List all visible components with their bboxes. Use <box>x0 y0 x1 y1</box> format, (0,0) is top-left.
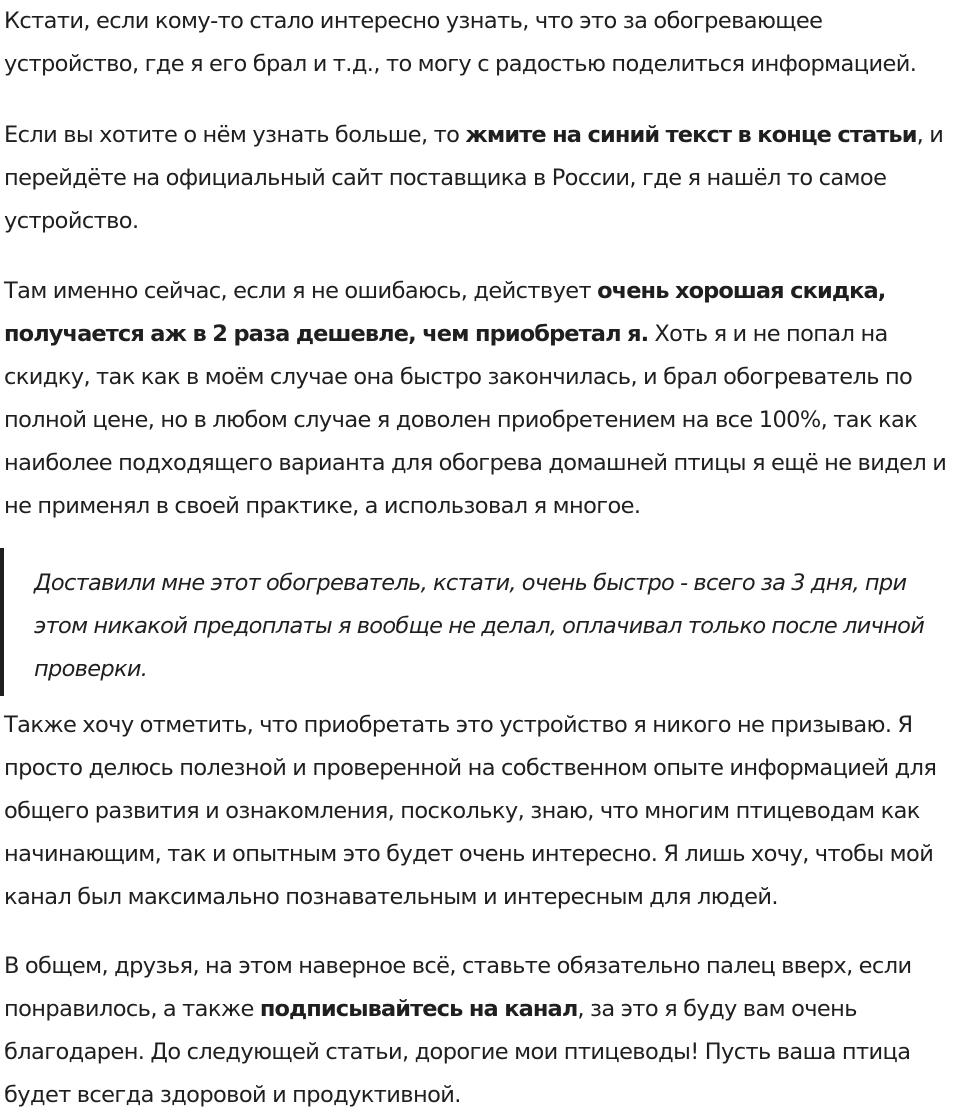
paragraph-text-before: Там именно сейчас, если я не ошибаюсь, действует <box>4 278 598 304</box>
paragraph-heater-info <box>4 0 951 86</box>
paragraph-text-before: Если вы хотите о нём узнать больше, то <box>4 122 466 148</box>
paragraph-text-after: Хоть я и не попал на скидку, так как в моём случае она быстро закончилась, и брал обогреватель по полной цене, но в любом случае я доволен приобретением на все 100%, так как наиболее подходящего варианта для обогрева домашней птицы я ещё не видел и не применял в своей практике, а использовал я многое. <box>4 321 947 519</box>
paragraph-text: Также хочу отметить, что приобретать это устройство я никого не призываю. Я просто делюсь полезной и проверенной на собственном опыте информацией для общего развития и ознакомления, поскольку, знаю, что многим птицеводам как начинающим, так и опытным это будет очень интересно. Я лишь хочу, чтобы мой канал был максимально познавательным и интересным для людей. <box>4 712 937 910</box>
paragraph-disclaimer <box>4 704 951 919</box>
paragraph-text-after: , и перейдёте на официальный сайт поставщика в России, где я нашёл то самое устройство. <box>4 122 944 234</box>
paragraph-text-after: , за это я буду вам очень благодарен. До следующей статьи, дорогие мои птицеводы! Пусть ваша птица будет всегда здоровой и продуктивной. <box>4 996 911 1108</box>
blockquote-text: Доставили мне этот обогреватель, кстати, очень быстро - всего за 3 дня, при этом никакой предоплаты я вообще не делал, оплачивал только после личной проверки. <box>34 570 925 682</box>
bold-emphasis-discount: очень хорошая скидка, получается аж в 2 раза дешевле, чем приобретал я. <box>4 278 886 347</box>
paragraph-discount <box>4 270 951 528</box>
bold-emphasis-subscribe: подписывайтесь на канал <box>259 996 578 1022</box>
paragraph-text: Кстати, если кому-то стало интересно узнать, что это за обогревающее устройство, где я его брал и т.д., то могу с радостью поделиться информацией. <box>4 8 917 77</box>
paragraph-text-before: В общем, друзья, на этом наверное всё, ставьте обязательно палец вверх, если понравилось, а также <box>4 953 912 1022</box>
bold-emphasis-link-hint: жмите на синий текст в конце статьи <box>465 122 917 148</box>
blockquote <box>0 548 951 696</box>
paragraph-closing <box>4 945 951 1117</box>
paragraph-more-info <box>4 114 951 243</box>
